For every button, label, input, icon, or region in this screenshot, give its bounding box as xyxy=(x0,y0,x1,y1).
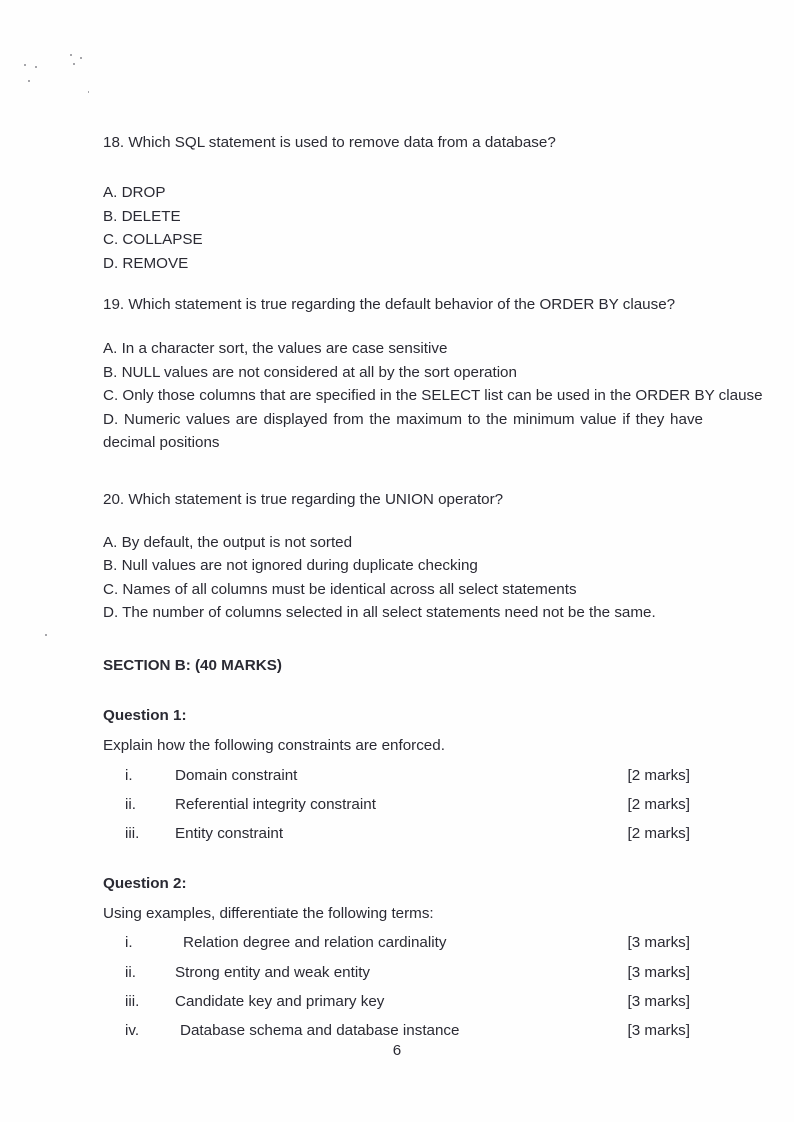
item-marks: [3 marks] xyxy=(627,992,690,1010)
scan-speckle xyxy=(35,66,37,68)
item-text: Candidate key and primary key xyxy=(175,992,385,1010)
list-item xyxy=(103,931,703,954)
list-item xyxy=(103,764,703,787)
scan-speckle xyxy=(45,634,47,636)
item-numeral: iii. xyxy=(125,825,140,843)
scan-speckle xyxy=(73,63,75,65)
question-18-options xyxy=(103,181,703,275)
structured-question-2-items xyxy=(103,931,703,1042)
question-19-options xyxy=(103,337,763,454)
question-18-option-d: D. REMOVE xyxy=(103,254,189,272)
item-numeral: i. xyxy=(125,766,133,784)
question-18-option-a: A. DROP xyxy=(103,184,166,202)
item-numeral: i. xyxy=(125,934,133,952)
scan-speckle xyxy=(70,54,72,56)
question-20-options xyxy=(103,531,703,625)
exam-content xyxy=(103,131,763,1042)
question-20-option-a: A. By default, the output is not sorted xyxy=(103,533,353,551)
item-numeral: iii. xyxy=(125,992,140,1010)
scan-speckle xyxy=(88,91,89,93)
question-19-text: 19. Which statement is true regarding the default behavior of the ORDER BY clause? xyxy=(103,296,676,314)
item-marks: [3 marks] xyxy=(627,934,690,952)
structured-question-2-intro: Using examples, differentiate the following terms: xyxy=(103,904,434,922)
list-item xyxy=(103,990,703,1013)
question-18-text: 18. Which SQL statement is used to remove data from a database? xyxy=(103,134,556,151)
item-numeral: ii. xyxy=(125,963,136,981)
question-20-option-d: D. The number of columns selected in all select statements need not be the same. xyxy=(103,604,656,622)
item-marks: [3 marks] xyxy=(627,1021,690,1039)
page-number: 6 xyxy=(392,1042,402,1059)
question-19-option-b: B. NULL values are not considered at all by the sort operation xyxy=(103,363,517,381)
question-18-option-b: B. DELETE xyxy=(103,207,181,225)
item-text: Domain constraint xyxy=(175,766,298,784)
item-text: Referential integrity constraint xyxy=(175,795,376,813)
structured-question-1-title: Question 1: xyxy=(103,706,187,724)
item-marks: [2 marks] xyxy=(627,825,690,843)
item-marks: [3 marks] xyxy=(627,963,690,981)
scan-speckle xyxy=(80,57,82,59)
item-marks: [2 marks] xyxy=(627,795,690,813)
section-b-heading: SECTION B: (40 MARKS) xyxy=(103,656,282,674)
question-19-option-a: A. In a character sort, the values are case sensitive xyxy=(103,340,448,358)
item-numeral: ii. xyxy=(125,795,136,813)
question-20-option-b: B. Null values are not ignored during duplicate checking xyxy=(103,557,478,575)
item-numeral: iv. xyxy=(125,1021,140,1039)
list-item xyxy=(103,1019,703,1042)
question-19-option-c: C. Only those columns that are specified in the SELECT list can be used in the ORDER BY clause xyxy=(103,387,763,405)
question-20-text: 20. Which statement is true regarding the UNION operator? xyxy=(103,491,504,509)
list-item xyxy=(103,793,703,816)
question-19-option-d: D. Numeric values are displayed from the maximum to the minimum value if they have decimal positions xyxy=(103,410,703,452)
list-item xyxy=(103,961,703,984)
item-text: Entity constraint xyxy=(175,825,284,843)
item-marks: [2 marks] xyxy=(627,766,690,784)
structured-question-1-intro: Explain how the following constraints are enforced. xyxy=(103,737,445,755)
item-text: Database schema and database instance xyxy=(180,1021,460,1039)
question-20-option-c: C. Names of all columns must be identical across all select statements xyxy=(103,580,577,598)
item-text: Relation degree and relation cardinality xyxy=(183,934,447,952)
list-item xyxy=(103,822,703,845)
item-text: Strong entity and weak entity xyxy=(175,963,371,981)
question-18-option-c: C. COLLAPSE xyxy=(103,231,203,249)
structured-question-1-items xyxy=(103,764,703,846)
structured-question-2-title: Question 2: xyxy=(103,874,187,892)
scan-speckle xyxy=(24,64,26,66)
scan-speckle xyxy=(28,80,30,82)
